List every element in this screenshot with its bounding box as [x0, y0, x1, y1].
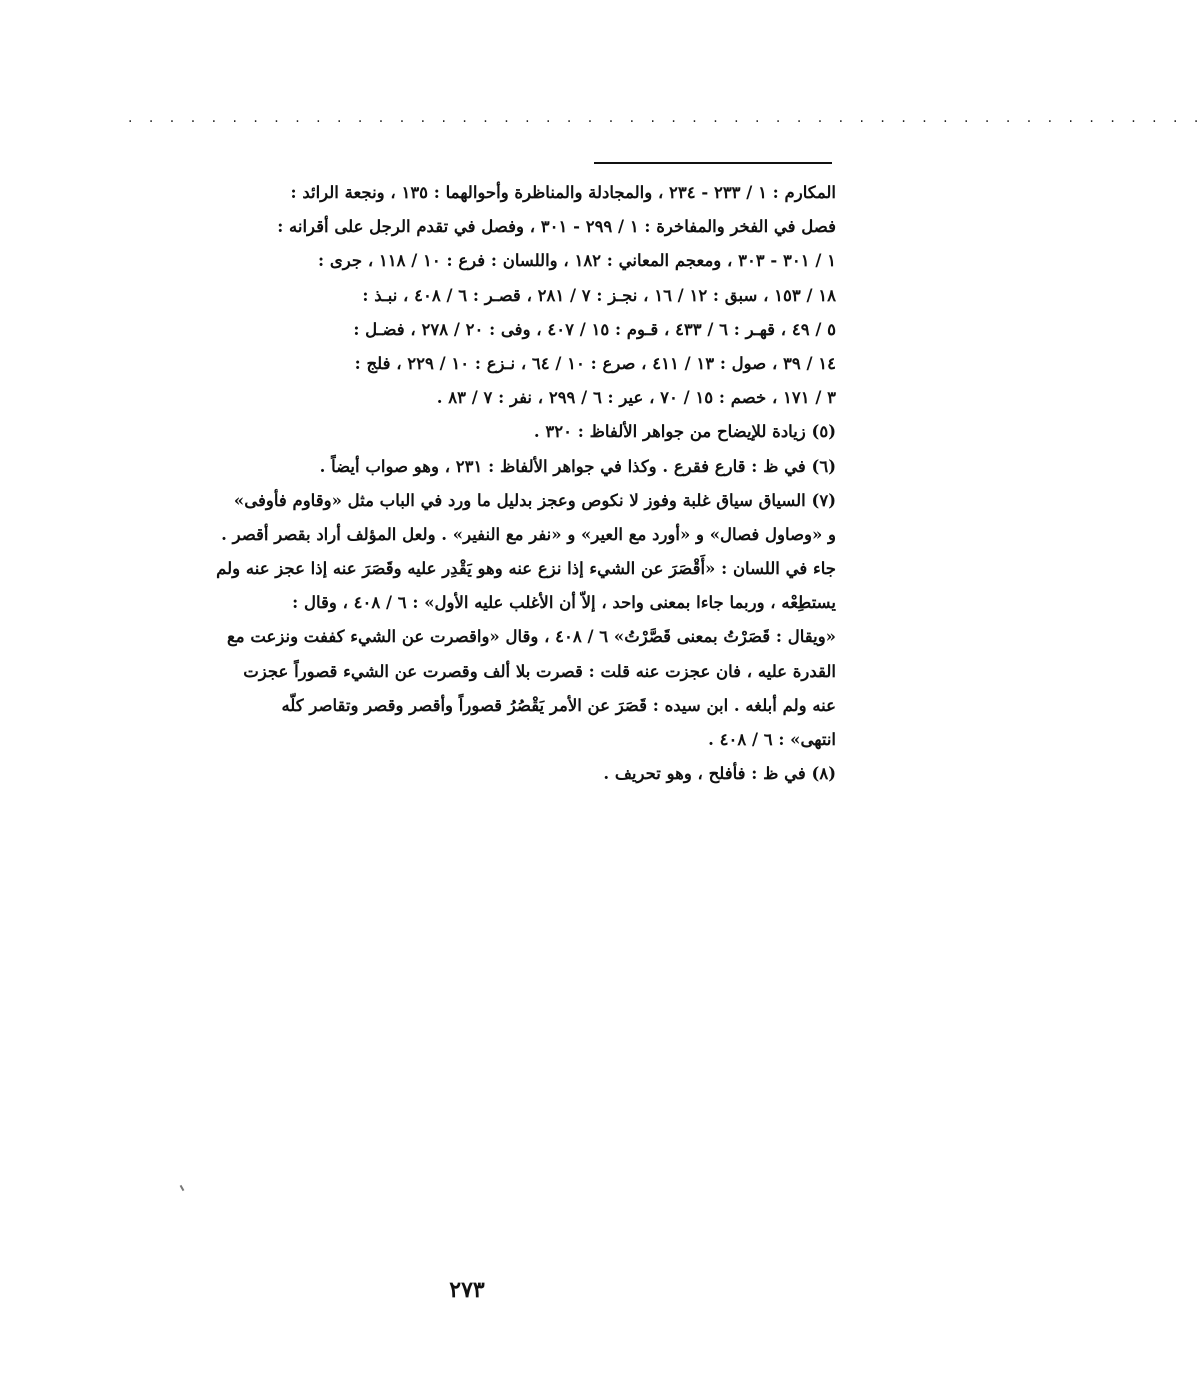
footnote-line: يستطِعْه ، وربما جاءا بمعنى واحد ، إلاّ أن الأغلب عليه الأول» : ٦ / ٤٠٨ ، وقال :	[292, 593, 836, 613]
footnote-line: (٨) في ظ : فأفلح ، وهو تحريف .	[603, 764, 836, 784]
footnote-line: القدرة عليه ، فان عجزت عنه قلت : قصرت بلا ألف وقصرت عن الشيء قصوراً عجزت	[243, 661, 836, 681]
footnote-line: فصل في الفخر والمفاخرة : ١ / ٢٩٩ - ٣٠١ ، وفصل في تقدم الرجل على أقرانه :	[277, 217, 836, 237]
page-number: ٢٧٣	[449, 1277, 485, 1303]
footnote-line: ٣ / ١٧١ ، خصم : ١٥ / ٧٠ ، عير : ٦ / ٢٩٩ ، نفر : ٧ / ٨٣ .	[436, 388, 836, 408]
dotted-separator: . . . . . . . . . . . . . . . . . . . . . . . . . . . . . . . . . . . . . . . . . . . . . . . . . . . .	[128, 110, 1204, 126]
footnote-line: جاء في اللسان : «أَقْصَرَ عن الشيء إذا نزع عنه وهو يَقْدِر عليه وقَصَرَ عنه إذا عجز عنه ولم	[216, 559, 836, 579]
footnotes-block	[128, 176, 836, 791]
footnote-line: ٥ / ٤٩ ، قهـر : ٦ / ٤٣٣ ، قـوم : ١٥ / ٤٠٧ ، وفى : ٢٠ / ٢٧٨ ، فضـل :	[353, 319, 836, 339]
footnote-rule	[594, 162, 832, 164]
scan-speck	[180, 1185, 185, 1191]
footnote-line: (٧) السياق سياق غلبة وفوز لا نكوص وعجز بدليل ما ورد في الباب مثل «وقاوم فأوفى»	[233, 490, 836, 510]
footnote-line: ١٨ / ١٥٣ ، سبق : ١٢ / ١٦ ، نجـز : ٧ / ٢٨١ ، قصـر : ٦ / ٤٠٨ ، نبـذ :	[362, 285, 836, 305]
footnote-line: انتهى» : ٦ / ٤٠٨ .	[708, 730, 836, 749]
footnote-line: و «وصاول فصال» و «أورد مع العير» و «نفر مع النفير» . ولعل المؤلف أراد بقصر أقصر .	[221, 524, 836, 544]
footnote-line: (٥) زيادة للإيضاح من جواهر الألفاظ : ٣٢٠ .	[533, 422, 836, 442]
footnote-line: «ويقال : قَصَرْتُ بمعنى قَصَّرْتُ» ٦ / ٤٠٨ ، وقال «واقصرت عن الشيء كففت ونزعت مع	[226, 627, 836, 647]
footnote-line: المكارم : ١ / ٢٣٣ - ٢٣٤ ، والمجادلة والمناظرة وأحوالهما : ١٣٥ ، ونجعة الرائد :	[290, 183, 836, 202]
footnote-line: ١ / ٣٠١ - ٣٠٣ ، ومعجم المعاني : ١٨٢ ، واللسان : فرع : ١٠ / ١١٨ ، جرى :	[318, 251, 836, 271]
footnote-line: عنه ولم أبلغه . ابن سيده : قَصَرَ عن الأمر يَقْصُرُ قصوراً وأقصر وقصر وتقاصر كلّه	[281, 695, 836, 715]
footnote-line: ١٤ / ٣٩ ، صول : ١٣ / ٤١١ ، صرع : ١٠ / ٦٤ ، نـزع : ١٠ / ٢٢٩ ، فلج :	[354, 353, 836, 373]
footnote-line: (٦) في ظ : قارع فقرع . وكذا في جواهر الألفاظ : ٢٣١ ، وهو صواب أيضاً .	[319, 456, 836, 476]
